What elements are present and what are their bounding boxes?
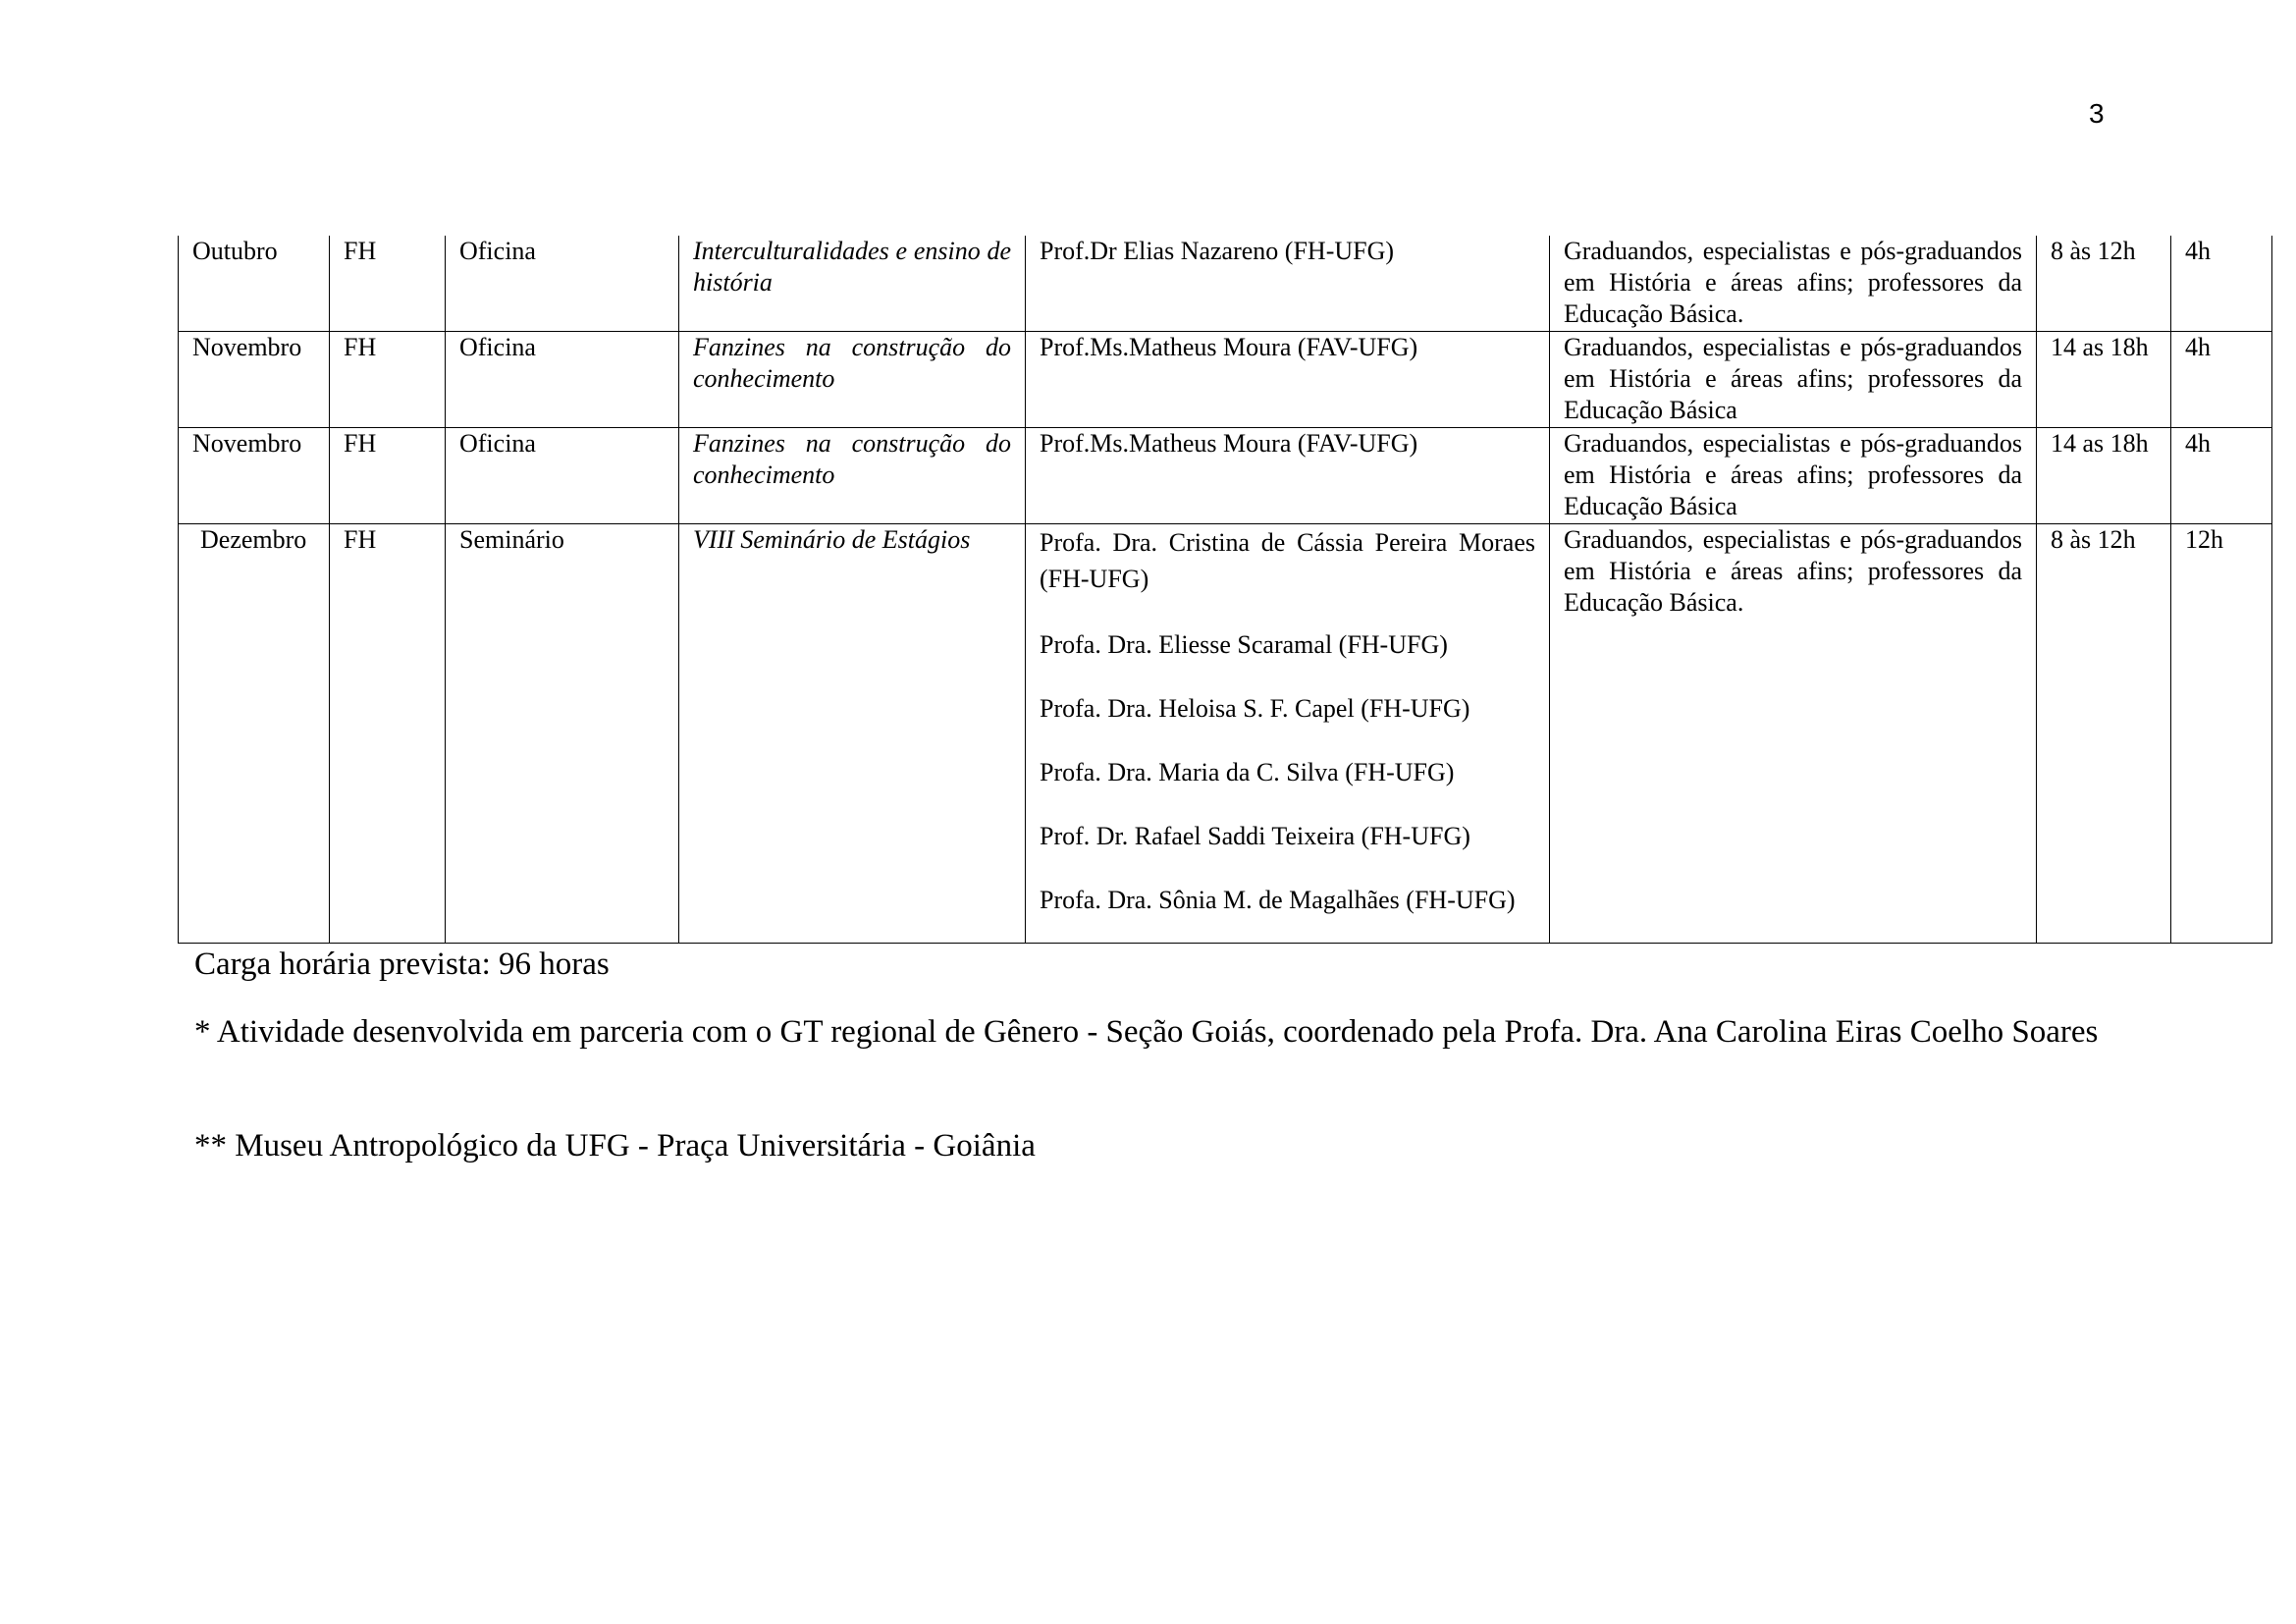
time-cell: 8 às 12h: [2037, 236, 2171, 331]
speaker: Profa. Dra. Cristina de Cássia Pereira Moraes (FH-UFG): [1040, 527, 1535, 593]
unit-cell: FH: [330, 427, 446, 523]
table-row: [179, 236, 2272, 331]
hours-cell: 4h: [2171, 427, 2272, 523]
unit-cell: FH: [330, 331, 446, 427]
unit-cell: FH: [330, 523, 446, 943]
speaker: Prof.Ms.Matheus Moura (FAV-UFG): [1040, 332, 1418, 361]
table-row: [179, 523, 2272, 943]
speakers-cell: [1026, 331, 1550, 427]
hours-cell: 4h: [2171, 236, 2272, 331]
title-cell: VIII Seminário de Estágios: [679, 523, 1026, 943]
type-cell: Oficina: [446, 331, 679, 427]
time-cell: 14 as 18h: [2037, 331, 2171, 427]
page-number: 3: [2089, 98, 2105, 129]
audience-cell: Graduandos, especialistas e pós-graduandos em História e áreas afins; professores da Educação Básica: [1550, 427, 2037, 523]
type-cell: Oficina: [446, 236, 679, 331]
time-cell: 14 as 18h: [2037, 427, 2171, 523]
hours-cell: 12h: [2171, 523, 2272, 943]
speaker: Prof. Dr. Rafael Saddi Teixeira (FH-UFG): [1040, 821, 1470, 850]
speakers-cell: [1026, 523, 1550, 943]
activities-table: [178, 236, 2272, 944]
speaker: Profa. Dra. Heloisa S. F. Capel (FH-UFG): [1040, 693, 1470, 723]
audience-cell: Graduandos, especialistas e pós-graduandos em História e áreas afins; professores da Educação Básica: [1550, 331, 2037, 427]
month-cell: Dezembro: [179, 523, 330, 943]
speaker: Profa. Dra. Eliesse Scaramal (FH-UFG): [1040, 629, 1448, 659]
footnote-museum: ** Museu Antropológico da UFG - Praça Universitária - Goiânia: [194, 1128, 1036, 1164]
table-row: [179, 331, 2272, 427]
speakers-cell: [1026, 427, 1550, 523]
workload-note: Carga horária prevista: 96 horas: [194, 947, 610, 982]
month-cell: Novembro: [179, 427, 330, 523]
unit-cell: FH: [330, 236, 446, 331]
hours-cell: 4h: [2171, 331, 2272, 427]
month-cell: Outubro: [179, 236, 330, 331]
speaker: Prof.Dr Elias Nazareno (FH-UFG): [1040, 237, 1395, 265]
speakers-cell: [1026, 236, 1550, 331]
audience-cell: Graduandos, especialistas e pós-graduandos em História e áreas afins; professores da Educação Básica.: [1550, 523, 2037, 943]
month-cell: Novembro: [179, 331, 330, 427]
time-cell: 8 às 12h: [2037, 523, 2171, 943]
speaker: Profa. Dra. Maria da C. Silva (FH-UFG): [1040, 757, 1455, 786]
speaker: Profa. Dra. Sônia M. de Magalhães (FH-UFG): [1040, 885, 1516, 914]
table-row: [179, 427, 2272, 523]
type-cell: Seminário: [446, 523, 679, 943]
title-cell: Interculturalidades e ensino de história: [679, 236, 1026, 331]
audience-cell: Graduandos, especialistas e pós-graduandos em História e áreas afins; professores da Educação Básica.: [1550, 236, 2037, 331]
footnote-partnership: * Atividade desenvolvida em parceria com o GT regional de Gênero - Seção Goiás, coordenado pela Profa. Dra. Ana Carolina Eiras Coelho Soares: [194, 1014, 2099, 1050]
title-cell: Fanzines na construção do conhecimento: [679, 427, 1026, 523]
speaker: Prof.Ms.Matheus Moura (FAV-UFG): [1040, 428, 1418, 458]
type-cell: Oficina: [446, 427, 679, 523]
title-cell: Fanzines na construção do conhecimento: [679, 331, 1026, 427]
